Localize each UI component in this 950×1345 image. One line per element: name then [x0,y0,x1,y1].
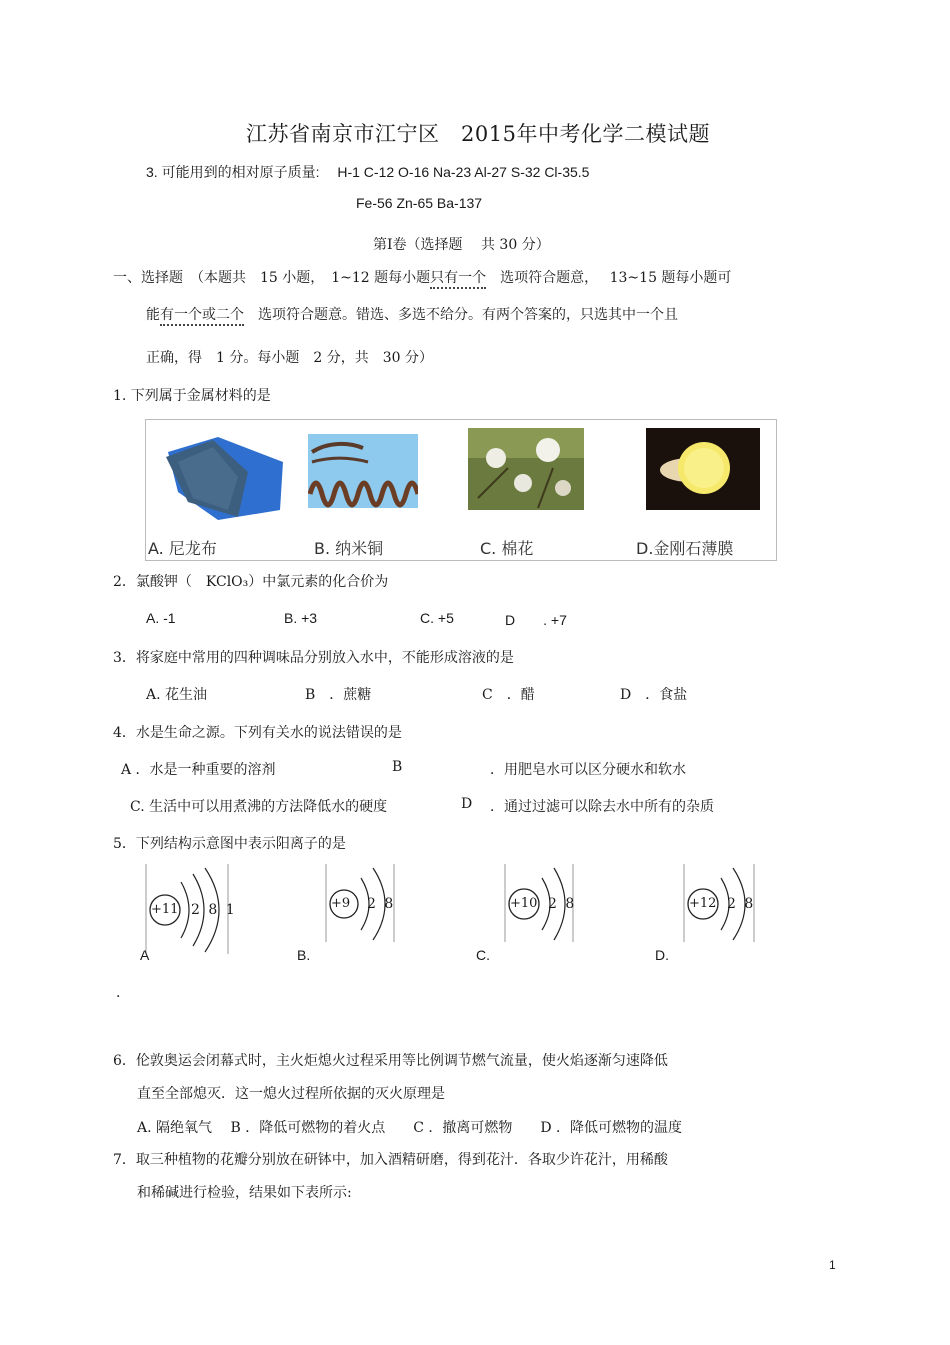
nano-copper-image [308,434,418,508]
page-title: 江苏省南京市江宁区 2015年中考化学二模试题 [246,122,710,146]
question-1-stem: 1. 下列属于金属材料的是 [113,388,271,404]
question-1-option-c: C. 棉花 [480,539,534,558]
question-3-stem: 3．将家庭中常用的四种调味品分别放入水中，不能形成溶液的是 [113,650,514,666]
question-7-stem-line-1: 7．取三种植物的花瓣分别放在研钵中，加入酒精研磨，得到花汁．各取少许花汁，用稀酸 [113,1152,668,1168]
atom-diagram-a [145,860,235,956]
emphasis-only-one: 只有一个 [430,270,486,289]
atom-b-shells: 2 8 [367,896,394,912]
atom-diagram-b [325,860,395,944]
question-6-stem-line-2: 直至全部熄灭．这一熄火过程所依据的灭火原理是 [137,1086,445,1102]
question-4-option-d-letter: D [461,796,473,812]
question-3-option-c: C ．醋 [482,687,535,703]
question-5-trailing-dot: . [116,985,121,1001]
question-4-option-b-letter: B [392,759,403,775]
section-header: 第Ⅰ卷（选择题 共 30 分） [373,237,550,253]
atom-d-nucleus: +12 [689,896,717,911]
page-number: 1 [829,1258,836,1272]
question-6-stem-line-1: 6．伦敦奥运会闭幕式时，主火炬熄火过程采用等比例调节燃气流量，使火焰逐渐匀速降低 [113,1053,668,1069]
question-7-stem-line-2: 和稀碱进行检验，结果如下表所示: [137,1185,352,1201]
instructions-line-2 [146,304,678,324]
question-2-stem: 2．氯酸钾（ KClO₃）中氯元素的化合价为 [113,574,389,590]
atomic-mass-line-2: Fe-56 Zn-65 Ba-137 [356,195,483,211]
question-2-option-a: A. -1 [146,610,176,626]
question-3-option-a: A. 花生油 [146,687,208,703]
atom-a-nucleus: +11 [151,902,179,917]
atom-a-label: A [140,947,150,963]
question-6-options: A. 隔绝氧气 B ．降低可燃物的着火点 C ．撤离可燃物 D ．降低可燃物的温度 [137,1120,683,1136]
question-4-option-c: C. 生活中可以用煮沸的方法降低水的硬度 [130,799,388,815]
atom-d-shells: 2 8 [727,896,754,912]
question-3-option-b: B ．蔗糖 [305,687,372,703]
instructions-line-3: 正确，得 1 分。每小题 2 分，共 30 分） [146,350,433,366]
question-1-option-b: B. 纳米铜 [314,539,384,558]
question-2-option-b: B. +3 [284,610,318,626]
atomic-mass-line-1: 3. 可能用到的相对原子质量: H-1 C-12 O-16 Na-23 Al-27 S-32 Cl-35.5 [146,164,590,180]
atom-d-label: D. [655,947,669,963]
question-3-option-d: D ．食盐 [620,687,688,703]
question-4-option-a: A ．水是一种重要的溶剂 [121,762,276,778]
instructions-text: 选项符合题意。错选、多选不给分。有两个答案的，只选其中一个且 [244,307,678,323]
instructions-text: 一、选择题 （本题共 15 小题， 1~12 题每小题 [113,270,431,286]
atom-c-label: C. [476,947,490,963]
emphasis-one-or-two: 有一个或二个 [160,307,244,326]
instructions-text: 选项符合题意， 13~15 题每小题可 [486,270,732,286]
diamond-film-image [646,428,760,510]
atom-b-label: B. [297,947,311,963]
atom-diagram-d [683,860,755,944]
instructions-line-1 [113,267,731,287]
cotton-image [468,428,584,510]
question-4-option-d: ．通过过滤可以除去水中所有的杂质 [490,799,714,815]
question-5-stem: 5．下列结构示意图中表示阳离子的是 [113,836,346,852]
atom-c-shells: 2 8 [548,896,575,912]
instructions-text: 能 [146,307,160,323]
question-2-option-c: C. +5 [420,610,454,626]
atom-b-nucleus: +9 [331,896,351,911]
fabric-image [158,432,288,522]
atom-a-shells: 2 8 1 [191,902,235,918]
question-1-picture-strip [145,419,777,561]
atom-c-nucleus: +10 [510,896,538,911]
question-1-option-a: A. 尼龙布 [148,539,217,558]
question-4-option-b: ．用肥皂水可以区分硬水和软水 [490,762,686,778]
question-2-option-d: D . +7 [505,612,567,628]
question-1-option-d: D.金刚石薄膜 [636,539,734,558]
question-4-stem: 4．水是生命之源。下列有关水的说法错误的是 [113,725,402,741]
atom-diagram-c [504,860,574,944]
